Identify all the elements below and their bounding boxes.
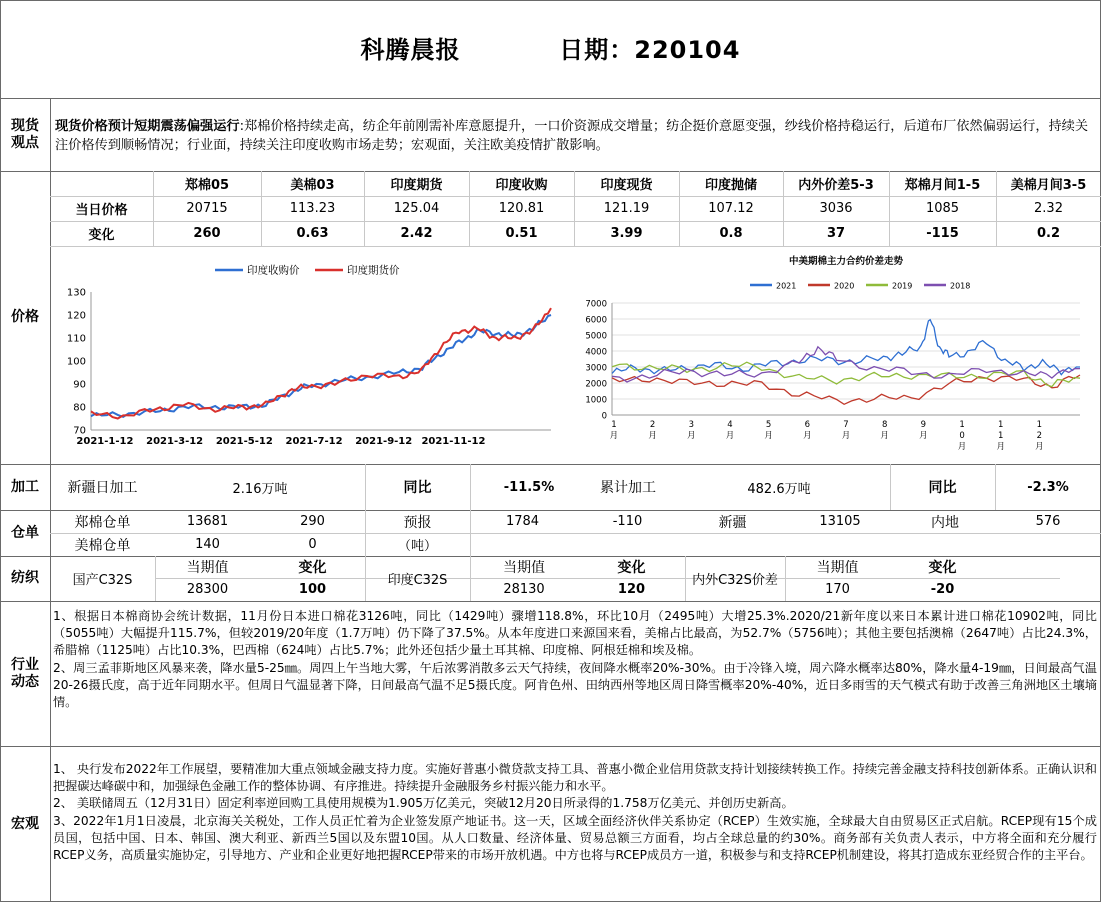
x-tick-label: 6 月 xyxy=(803,420,812,441)
spot-label: 现货 观点 xyxy=(11,117,39,151)
xj-processing-label: 新疆日加工 xyxy=(67,480,138,496)
date-value: 220104 xyxy=(634,36,741,64)
price-col-6: 印度抛储 xyxy=(704,178,757,193)
industry-news-2: 2、周三孟菲斯地区风暴来袭，降水量5-25㎜。周四上午当地大雾，午后浓雾消散多云天气持续，夜间降水概率20%-30%。由于冷锋入境，周六降水概率达80%，降水量4-19㎜，日间最高气温20-26摄氏度，高于近年同期水平。但周日气温显著下降，日间最高气温不足5摄氏度。阿肯色州、田纳西州等地区周日降雪概率20%-40%，近日多雨雪的天气模式有助于改善三角洲地区土壤墒情。 xyxy=(53,660,1097,710)
legend-label: 2021 xyxy=(776,281,797,291)
price-row1-label: 当日价格 xyxy=(75,203,128,218)
industry-body xyxy=(53,608,1097,711)
price-col-4: 印度收购 xyxy=(495,178,548,193)
x-tick-label: 4 月 xyxy=(725,420,735,441)
domestic-yarn-change: 100 xyxy=(298,582,327,597)
x-tick-label: 5 月 xyxy=(764,420,773,441)
x-tick-label: 3 月 xyxy=(687,420,696,441)
legend-label: 印度收购价 xyxy=(247,264,300,277)
legend-label: 2018 xyxy=(950,281,971,291)
legend-label: 印度期货价 xyxy=(347,264,400,277)
y-tick-label: 90 xyxy=(73,379,86,391)
nd-warehouse-label: 内地 xyxy=(931,514,959,531)
price-col-1: 郑棉05 xyxy=(184,178,230,193)
industry-label: 行业 动态 xyxy=(11,656,39,690)
price-row2-v7: 37 xyxy=(826,226,846,241)
spread-yarn-label: 内外C32S价差 xyxy=(692,573,778,588)
y-tick-label: 7000 xyxy=(585,299,607,310)
nd-warehouse-value: 576 xyxy=(1035,514,1061,529)
report-title xyxy=(0,30,1101,65)
domestic-yarn-label: 国产C32S xyxy=(72,573,133,588)
forecast-change: -110 xyxy=(612,514,643,529)
price-col-3: 印度期货 xyxy=(390,178,443,193)
price-row2-v5: 3.99 xyxy=(610,226,643,241)
price-col-5: 印度现货 xyxy=(600,178,653,193)
date-label: 日期： xyxy=(559,36,635,64)
y-tick-label: 130 xyxy=(66,287,86,299)
macro-label: 宏观 xyxy=(11,815,39,832)
india-chg-header: 变化 xyxy=(617,560,646,576)
macro-news-3: 3、2022年1月1日凌晨，北京海关关税处，工作人员正忙着为企业签发原产地证书。这一天，区域全面经济伙伴关系协定（RCEP）生效实施，全球最大自由贸易区正式启航。RCEP现有15个成员国，包括中国、日本、韩国、澳大利亚、新西兰5国以及东盟10国。从人口数量、经济体量、贸易总额三方面看，均占全球总量的约30%。商务部有关负责人表示，中方将全面和充分履行RCEP义务，高质量实施协定，引导地方、产业和企业更好地把握RCEP带来的市场开放机遇。中方也将与RCEP成员方一道，积极参与和支持RCEP机制建设，将其打造成东亚经贸合作的主平台。 xyxy=(53,813,1097,863)
industry-news-1: 1、根据日本棉商协会统计数据，11月份日本进口棉花3126吨，同比（1429吨）骤增118.8%，环比10月（2495吨）大增25.3%.2020/21新年度以来日本累计进口棉花10902吨，同比（5055吨）大幅提升115.7%，但较2019/20年度（1.7万吨）仍下降了37.5%。从本年度进口来源国来看，美棉占比最高，为52.7%（5756吨）；其他主要包括澳棉（2647吨）占比24.3%，希腊棉（1125吨）占比10.3%，巴西棉（624吨）占比5.7%；此外还包括少量土耳其棉、印度棉、阿根廷棉和埃及棉。 xyxy=(53,609,1097,658)
price-row1-v1: 20715 xyxy=(186,201,228,216)
price-row1-v6: 107.12 xyxy=(708,201,754,216)
price-row2-v1: 260 xyxy=(193,226,221,241)
spread-chg-header: 变化 xyxy=(928,560,957,576)
x-tick-label: 2 月 xyxy=(648,420,657,441)
spread-cur-header: 当期值 xyxy=(816,560,859,576)
series-line-2021 xyxy=(612,320,1080,375)
x-tick-label: 1 月 xyxy=(609,420,619,441)
x-tick-label: 1 0 月 xyxy=(957,420,967,452)
warehouse-label: 仓单 xyxy=(11,524,39,541)
macro-body xyxy=(53,761,1097,864)
textile-label: 纺织 xyxy=(11,570,39,586)
spread-yarn-change: -20 xyxy=(930,582,955,597)
yoy1-label: 同比 xyxy=(403,480,432,496)
x-tick-label: 8 月 xyxy=(880,420,889,441)
y-tick-label: 110 xyxy=(66,333,86,345)
processing-label: 加工 xyxy=(11,478,39,495)
price-row2-v3: 2.42 xyxy=(400,226,433,241)
legend-label: 2020 xyxy=(834,281,855,291)
series-line-印度期货价 xyxy=(91,308,551,418)
spot-text: :郑棉价格持续走高，纺企年前刚需补库意愿提升，一口价资源成交增量；纺企挺价意愿变强，纱线价格持稳运行，后道布厂依然偏弱运行，持续关注价格传到顺畅情况；行业面，持续关注印度收购市场走势；宏观面，关注欧美疫情扩散影响。 xyxy=(55,119,1089,153)
legend-label: 2019 xyxy=(892,281,913,291)
y-tick-label: 2000 xyxy=(585,379,607,390)
unit-label: （吨） xyxy=(397,539,437,554)
forecast-label: 预报 xyxy=(403,514,432,531)
price-label: 价格 xyxy=(11,309,39,325)
zm-warehouse-label: 郑棉仓单 xyxy=(74,514,131,531)
domestic-chg-header: 变化 xyxy=(298,560,327,576)
india-price-chart xyxy=(55,252,565,458)
x-tick-label: 2021-3-12 xyxy=(146,436,204,447)
xj-warehouse-label: 新疆 xyxy=(718,514,747,531)
x-tick-label: 2021-5-12 xyxy=(215,436,273,447)
acc-processing-label: 累计加工 xyxy=(600,480,656,496)
y-tick-label: 4000 xyxy=(585,347,607,358)
x-tick-label: 7 月 xyxy=(841,420,851,441)
price-col-7: 内外价差5-3 xyxy=(798,178,874,193)
spread-yarn-value: 170 xyxy=(825,582,850,597)
price-row1-v2: 113.23 xyxy=(289,201,336,216)
price-row1-v8: 1085 xyxy=(925,201,960,216)
mm-warehouse-value: 140 xyxy=(195,537,220,552)
y-tick-label: 3000 xyxy=(585,363,607,374)
xj-processing-value: 2.16万吨 xyxy=(232,481,288,497)
y-tick-label: 1000 xyxy=(585,395,607,406)
yoy2-value: -2.3% xyxy=(1027,479,1069,495)
price-row1-v3: 125.04 xyxy=(393,201,440,216)
zm-warehouse-change: 290 xyxy=(300,514,325,529)
price-row1-v7: 3036 xyxy=(819,201,853,216)
zm-warehouse-value: 13681 xyxy=(186,514,229,529)
price-row1-v9: 2.32 xyxy=(1034,201,1063,216)
y-tick-label: 70 xyxy=(73,425,86,437)
cn-us-spread-chart xyxy=(580,252,1095,458)
y-tick-label: 100 xyxy=(66,356,86,368)
mm-warehouse-change: 0 xyxy=(308,537,317,552)
chart-title: 中美期棉主力合约价差走势 xyxy=(788,256,904,267)
india-yarn-label: 印度C32S xyxy=(387,573,448,588)
india-yarn-change: 120 xyxy=(617,582,646,597)
india-yarn-value: 28130 xyxy=(503,582,545,597)
x-tick-label: 2021-7-12 xyxy=(285,436,343,447)
macro-news-2: 2、 美联储周五（12月31日）固定利率逆回购工具使用规模为1.905万亿美元，突破12月20日所录得的1.758万亿美元、并创历史新高。 xyxy=(53,796,794,811)
mm-warehouse-label: 美棉仓单 xyxy=(74,537,131,554)
x-tick-label: 2021-1-12 xyxy=(76,436,134,447)
price-row2-v9: 0.2 xyxy=(1036,226,1061,241)
price-col-2: 美棉03 xyxy=(290,178,335,193)
title-text: 科腾晨报 xyxy=(360,36,461,64)
x-tick-label: 1 1 月 xyxy=(996,420,1005,452)
forecast-value: 1784 xyxy=(505,514,540,529)
domestic-cur-header: 当期值 xyxy=(186,560,229,576)
price-row1-v4: 120.81 xyxy=(498,201,545,216)
y-tick-label: 0 xyxy=(601,411,607,422)
price-row2-v4: 0.51 xyxy=(505,226,538,241)
yoy1-value: -11.5% xyxy=(503,479,555,495)
macro-news-1: 1、 央行发布2022年工作展望，要精准加大重点领域金融支持力度。实施好普惠小微贷款支持工具、普惠小微企业信用贷款支持计划接续转换工作。持续完善金融支持科技创新体系。正确认识和把握碳达峰碳中和，加强绿色金融工作的整体协调、有序推进。持续提升金融服务乡村振兴能力和水平。 xyxy=(53,762,1097,794)
price-row2-v6: 0.8 xyxy=(719,226,743,241)
spot-headline: 现货价格预计短期震荡偏强运行 xyxy=(55,119,240,134)
x-tick-label: 2021-11-12 xyxy=(421,436,486,447)
y-tick-label: 80 xyxy=(73,402,86,414)
acc-processing-value: 482.6万吨 xyxy=(747,481,811,497)
price-col-8: 郑棉月间1-5 xyxy=(904,178,981,193)
x-tick-label: 2021-9-12 xyxy=(355,436,413,447)
price-row2-v8: -115 xyxy=(926,226,959,241)
y-tick-label: 6000 xyxy=(585,315,607,326)
x-tick-label: 9 月 xyxy=(919,420,928,441)
y-tick-label: 120 xyxy=(66,310,86,322)
price-col-9: 美棉月间3-5 xyxy=(1010,178,1087,193)
y-tick-label: 5000 xyxy=(585,331,607,342)
x-tick-label: 1 2 月 xyxy=(1035,420,1044,452)
yoy2-label: 同比 xyxy=(928,480,957,496)
price-row1-v5: 121.19 xyxy=(603,201,650,216)
domestic-yarn-value: 28300 xyxy=(186,582,229,597)
price-row2-v2: 0.63 xyxy=(296,226,329,241)
xj-warehouse-value: 13105 xyxy=(819,514,861,529)
india-cur-header: 当期值 xyxy=(503,560,545,576)
price-row2-label: 变化 xyxy=(88,228,115,243)
spot-paragraph xyxy=(55,117,1095,155)
